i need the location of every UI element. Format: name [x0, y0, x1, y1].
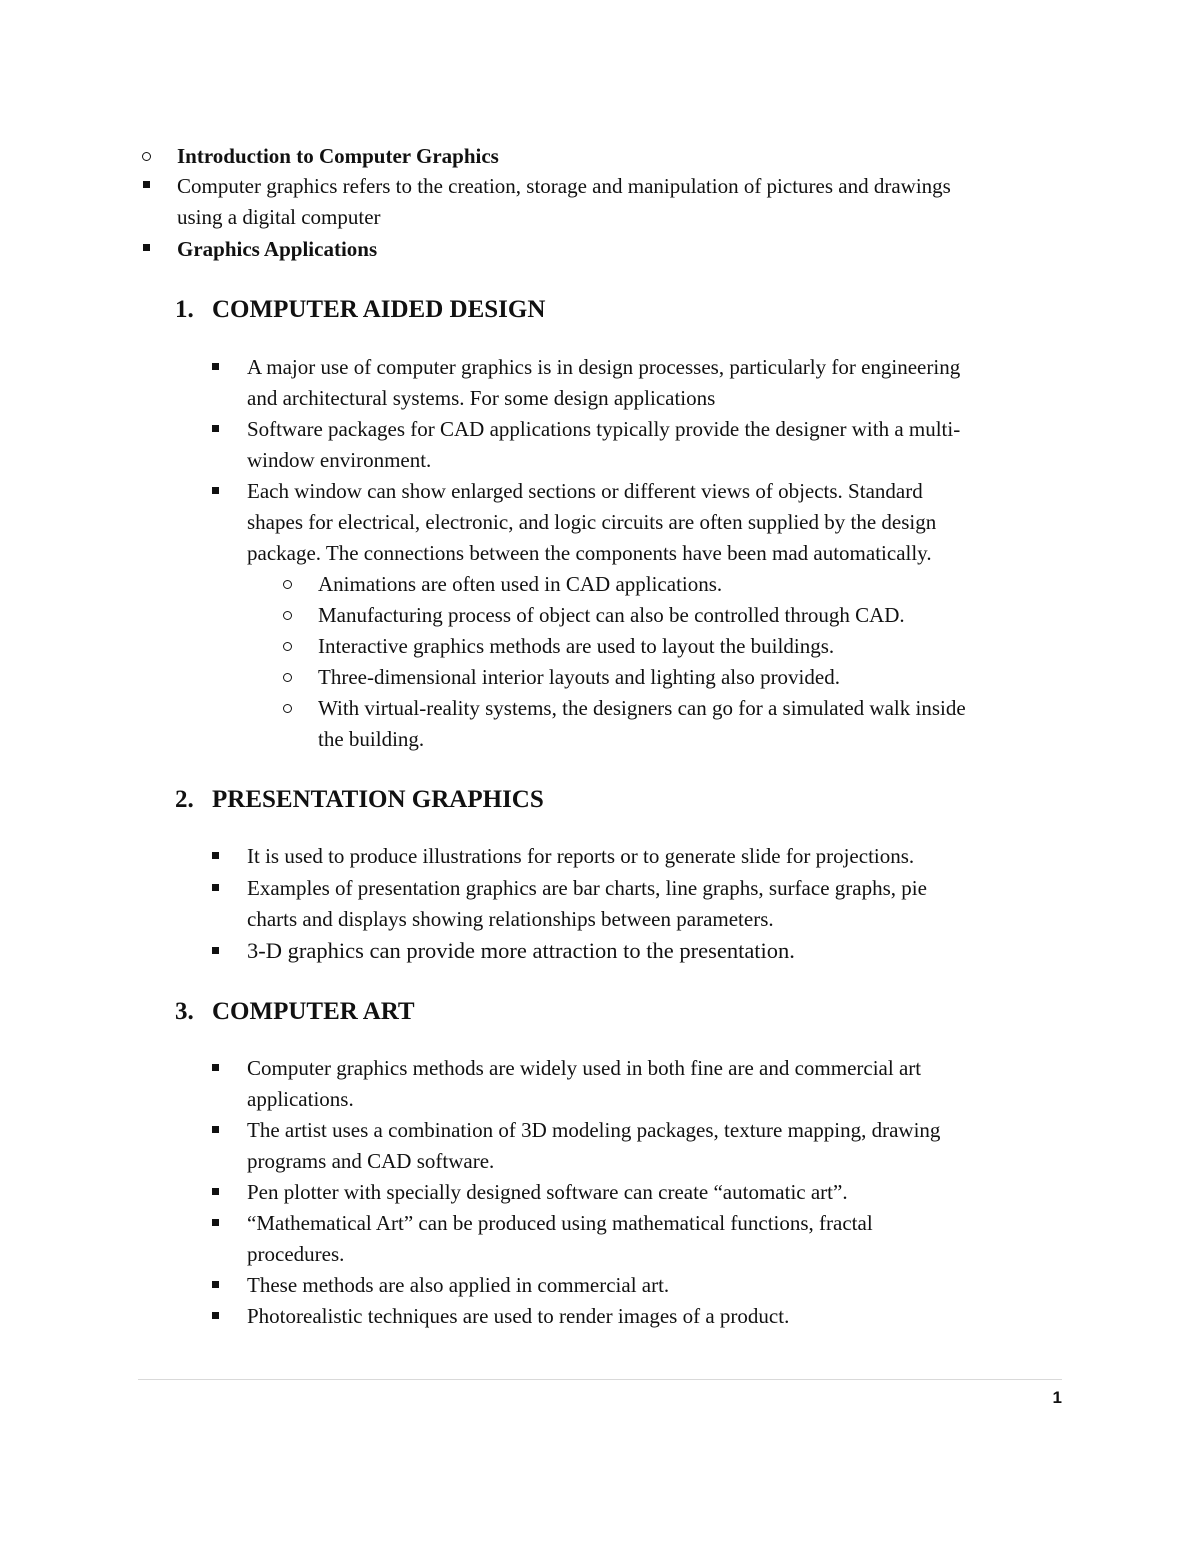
- list-item-line: Manufacturing process of object can also be controlled through CAD.: [318, 603, 905, 627]
- circle-bullet-icon: [283, 611, 292, 620]
- applications-label: Graphics Applications: [177, 237, 378, 261]
- list-item-line: Three-dimensional interior layouts and lighting also provided.: [318, 665, 840, 689]
- square-bullet-icon: [212, 1188, 219, 1195]
- list-item-line: Software packages for CAD applications typically provide the designer with a multi-: [247, 417, 961, 441]
- list-item-line: Interactive graphics methods are used to layout the buildings.: [318, 634, 835, 658]
- list-item-line: the building.: [318, 727, 425, 751]
- intro-title: Introduction to Computer Graphics: [177, 144, 499, 168]
- square-bullet-icon: [143, 244, 150, 251]
- intro-definition-line1: Computer graphics refers to the creation, storage and manipulation of pictures and drawings: [177, 174, 951, 198]
- list-item-line: Animations are often used in CAD applications.: [318, 572, 723, 596]
- footer-divider: [138, 1379, 1062, 1380]
- section-title: COMPUTER AIDED DESIGN: [212, 296, 546, 323]
- square-bullet-icon: [212, 1281, 219, 1288]
- section-title: PRESENTATION GRAPHICS: [212, 786, 544, 813]
- list-item-line: Examples of presentation graphics are bar charts, line graphs, surface graphs, pie: [247, 876, 927, 900]
- list-item-line: With virtual-reality systems, the designers can go for a simulated walk inside: [318, 696, 966, 720]
- circle-bullet-icon: [283, 704, 292, 713]
- circle-bullet-icon: [142, 152, 151, 161]
- square-bullet-icon: [143, 181, 150, 188]
- list-item-line: “Mathematical Art” can be produced using mathematical functions, fractal: [247, 1211, 873, 1235]
- list-item-line: window environment.: [247, 448, 432, 472]
- square-bullet-icon: [212, 1219, 219, 1226]
- list-item-line: 3-D graphics can provide more attraction to the presentation.: [247, 938, 795, 963]
- page-number: 1: [1052, 1388, 1062, 1407]
- list-item-line: procedures.: [247, 1242, 345, 1266]
- circle-bullet-icon: [283, 673, 292, 682]
- list-item-line: A major use of computer graphics is in design processes, particularly for engineering: [247, 355, 961, 379]
- section-number: 3.: [175, 998, 194, 1025]
- section-title: COMPUTER ART: [212, 998, 415, 1025]
- square-bullet-icon: [212, 363, 219, 370]
- square-bullet-icon: [212, 1312, 219, 1319]
- square-bullet-icon: [212, 1126, 219, 1133]
- list-item-line: Each window can show enlarged sections or different views of objects. Standard: [247, 479, 923, 503]
- list-item-line: Photorealistic techniques are used to render images of a product.: [247, 1304, 790, 1328]
- list-item-line: These methods are also applied in commercial art.: [247, 1273, 670, 1297]
- list-item-line: package. The connections between the components have been mad automatically.: [247, 541, 932, 565]
- list-item-line: and architectural systems. For some design applications: [247, 386, 716, 410]
- square-bullet-icon: [212, 1064, 219, 1071]
- list-item-line: It is used to produce illustrations for reports or to generate slide for projections.: [247, 844, 915, 868]
- list-item-line: applications.: [247, 1087, 354, 1111]
- list-item-line: shapes for electrical, electronic, and logic circuits are often supplied by the design: [247, 510, 937, 534]
- square-bullet-icon: [212, 947, 219, 954]
- list-item-line: programs and CAD software.: [247, 1149, 495, 1173]
- list-item-line: charts and displays showing relationships between parameters.: [247, 907, 774, 931]
- circle-bullet-icon: [283, 580, 292, 589]
- section-number: 1.: [175, 296, 194, 323]
- circle-bullet-icon: [283, 642, 292, 651]
- list-item-line: The artist uses a combination of 3D modeling packages, texture mapping, drawing: [247, 1118, 941, 1142]
- square-bullet-icon: [212, 852, 219, 859]
- square-bullet-icon: [212, 425, 219, 432]
- square-bullet-icon: [212, 487, 219, 494]
- section-number: 2.: [175, 786, 194, 813]
- list-item-line: Computer graphics methods are widely used in both fine are and commercial art: [247, 1056, 922, 1080]
- square-bullet-icon: [212, 884, 219, 891]
- list-item-line: Pen plotter with specially designed software can create “automatic art”.: [247, 1180, 848, 1204]
- intro-definition-line2: using a digital computer: [177, 205, 381, 229]
